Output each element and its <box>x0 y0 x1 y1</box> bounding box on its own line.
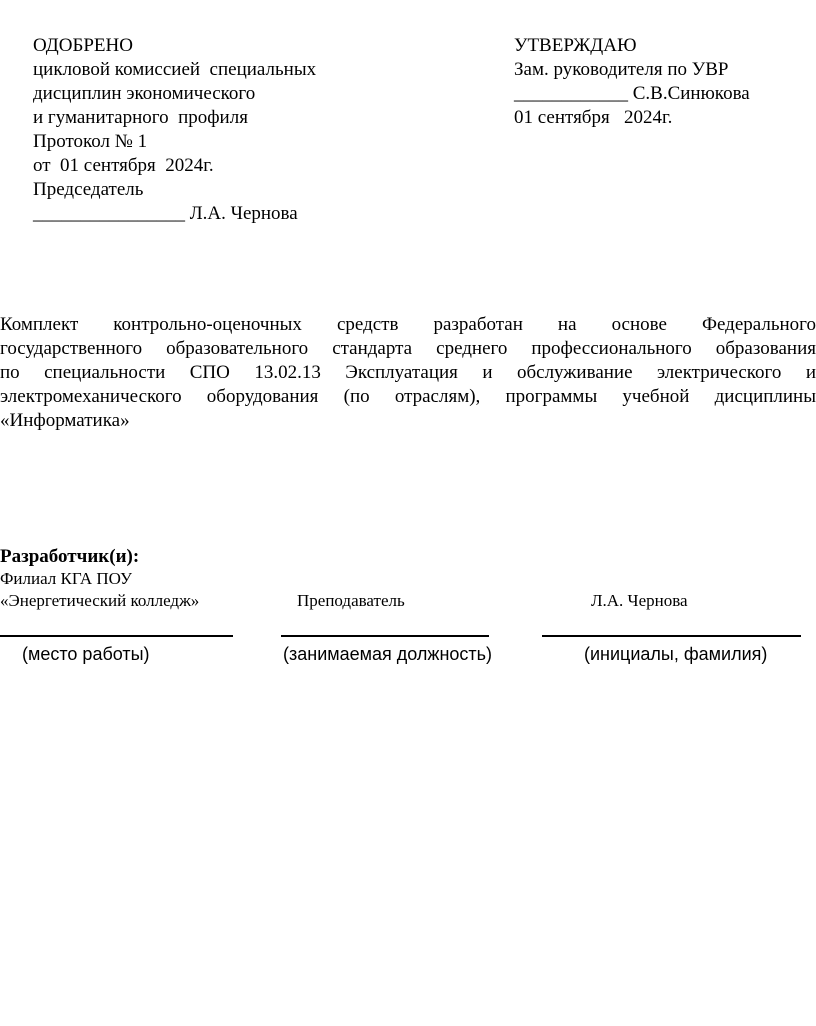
developer-org-line2: «Энергетический колледж» <box>0 591 200 610</box>
approved-line: дисциплин экономического <box>33 83 256 104</box>
developer-name: Л.А. Чернова <box>591 591 688 610</box>
caption-name: (инициалы, фамилия) <box>584 644 768 664</box>
caption-position: (занимаемая должность) <box>283 644 493 664</box>
chairman-label: Председатель <box>33 179 144 200</box>
developer-heading: Разработчик(и): <box>0 546 140 567</box>
approved-line: цикловой комиссией специальных <box>33 59 317 80</box>
approved-line: и гуманитарного профиля <box>33 107 248 128</box>
developer-position: Преподаватель <box>297 591 405 610</box>
deputy-title: Зам. руководителя по УВР <box>514 59 729 80</box>
position-rule <box>281 635 489 637</box>
confirmation-block <box>514 34 750 130</box>
confirmed-date: 01 сентября 2024г. <box>514 107 673 128</box>
paragraph-line: Комплект контрольно-оценочных средств разработан на основе Федерального <box>0 314 816 335</box>
approved-title: ОДОБРЕНО <box>33 35 133 56</box>
workplace-rule <box>0 635 233 637</box>
description-paragraph <box>0 313 816 433</box>
confirmed-title: УТВЕРЖДАЮ <box>514 35 637 56</box>
paragraph-line: электромеханического оборудования (по отраслям), программы учебной дисциплины <box>0 386 816 407</box>
paragraph-line: «Информатика» <box>0 410 130 431</box>
developer-org-line1: Филиал КГА ПОУ <box>0 569 133 588</box>
paragraph-line: по специальности СПО 13.02.13 Эксплуатация и обслуживание электрического и <box>0 362 816 383</box>
protocol-date: от 01 сентября 2024г. <box>33 155 214 176</box>
chairman-signature: ________________ Л.А. Чернова <box>33 203 298 224</box>
caption-workplace: (место работы) <box>22 644 150 664</box>
deputy-signature: ____________ С.В.Синюкова <box>514 83 750 104</box>
approval-block <box>33 34 316 226</box>
protocol-number: Протокол № 1 <box>33 131 148 152</box>
paragraph-line: государственного образовательного стандарта среднего профессионального образования <box>0 338 816 359</box>
name-rule <box>542 635 801 637</box>
